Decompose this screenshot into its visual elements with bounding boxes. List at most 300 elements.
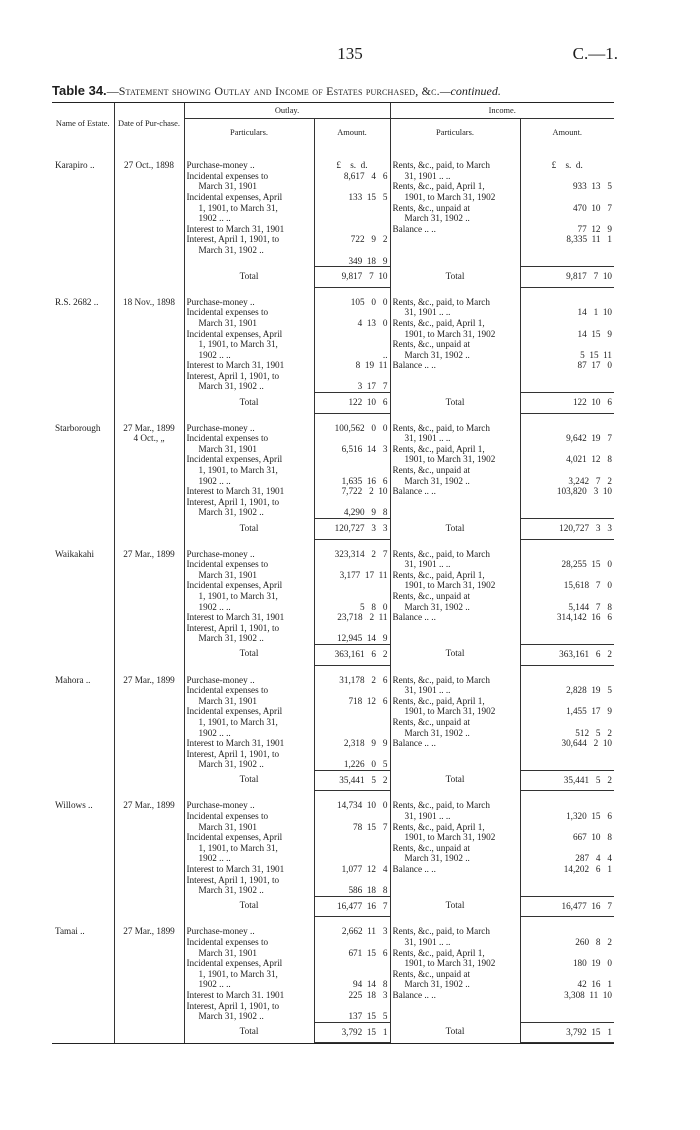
income-amount: 667 10 8 bbox=[572, 832, 612, 843]
outlay-particular-line: 1, 1901, to March 31, bbox=[198, 716, 278, 727]
income-particular-line: Balance .. .. bbox=[392, 864, 436, 875]
income-particular-line: Balance .. .. bbox=[392, 612, 436, 623]
outlay-amount bbox=[317, 685, 388, 696]
outlay-particular-line: Purchase-money .. bbox=[186, 800, 255, 811]
col-header-income: Income. bbox=[390, 103, 614, 118]
income-amount: 5 15 11 bbox=[580, 349, 612, 360]
outlay-total-label: Total bbox=[184, 519, 314, 540]
outlay-particulars bbox=[184, 157, 314, 266]
outlay-amount bbox=[317, 559, 388, 570]
outlay-particular-line: Purchase-money .. bbox=[186, 422, 255, 433]
purchase-date-line: 27 Mar., 1899 bbox=[123, 800, 175, 811]
outlay-amount: 323,314 2 7 bbox=[334, 548, 388, 559]
outlay-amount: 23,718 2 11 bbox=[337, 612, 388, 623]
income-amount: 87 17 0 bbox=[577, 360, 612, 371]
income-particulars bbox=[390, 797, 520, 896]
purchase-date bbox=[114, 672, 184, 771]
estate-name: Tamai .. bbox=[55, 926, 85, 937]
income-particular-line: 31, 1901 .. .. bbox=[404, 685, 451, 696]
outlay-total-amount: 122 10 6 bbox=[314, 393, 390, 414]
outlay-amount bbox=[317, 433, 388, 444]
outlay-amount bbox=[317, 853, 388, 864]
estate-row bbox=[52, 294, 614, 393]
outlay-amount: 137 15 5 bbox=[348, 1011, 388, 1022]
income-particular-line: March 31, 1902 .. bbox=[404, 349, 470, 360]
income-amount bbox=[523, 843, 613, 854]
outlay-amount: 1,226 0 5 bbox=[343, 759, 388, 770]
income-amounts bbox=[520, 672, 614, 771]
outlay-amount bbox=[317, 728, 388, 739]
income-amount: 30,644 2 10 bbox=[561, 738, 612, 749]
income-amount: 8,335 11 1 bbox=[566, 234, 612, 245]
outlay-particular-line: Incidental expenses to bbox=[186, 937, 269, 947]
income-particular-line: Rents, &c., paid, to March bbox=[392, 800, 490, 811]
outlay-particular-line: Purchase-money .. bbox=[186, 674, 255, 685]
income-total-label: Total bbox=[390, 644, 520, 665]
outlay-particular-line: 1902 .. .. bbox=[198, 601, 231, 612]
outlay-amount: 31,178 2 6 bbox=[339, 674, 388, 685]
income-amount: 103,820 3 10 bbox=[556, 486, 612, 497]
outlay-particular-line: March 31, 1901 bbox=[198, 695, 257, 706]
income-particular-line: Rents, &c., unpaid at bbox=[392, 842, 471, 853]
income-amount bbox=[523, 339, 613, 350]
income-amounts bbox=[520, 797, 614, 896]
income-amount bbox=[523, 423, 613, 434]
outlay-amount bbox=[317, 875, 388, 886]
outlay-amount: 2,318 9 9 bbox=[343, 738, 388, 749]
income-amount: 260 8 2 bbox=[575, 937, 612, 947]
outlay-particular-line: Purchase-money .. bbox=[186, 548, 255, 559]
title-word: Estates bbox=[326, 84, 363, 98]
outlay-amount: .. bbox=[382, 349, 388, 360]
outlay-amount: 7,722 2 10 bbox=[341, 486, 388, 497]
income-particulars bbox=[390, 420, 520, 519]
income-amount bbox=[523, 948, 613, 959]
purchase-date-line: 27 Oct., 1898 bbox=[123, 160, 174, 171]
outlay-amounts bbox=[314, 157, 390, 266]
outlay-amounts bbox=[314, 294, 390, 393]
income-particular-line: Rents, &c., paid, to March bbox=[392, 548, 490, 559]
purchase-date bbox=[114, 157, 184, 266]
income-amount bbox=[523, 675, 613, 686]
income-amount bbox=[523, 192, 613, 203]
outlay-particular-line: Interest to March 31, 1901 bbox=[186, 738, 285, 749]
outlay-particular-line: March 31, 1902 .. bbox=[198, 381, 264, 392]
estate-row bbox=[52, 157, 614, 266]
income-particular-line: 1901, to March 31, 1902 bbox=[404, 191, 496, 202]
outlay-amount bbox=[317, 224, 388, 235]
income-particular-line: Rents, &c., paid, to March bbox=[392, 422, 490, 433]
outlay-particular-line: Incidental expenses, April bbox=[186, 706, 283, 717]
estate-row bbox=[52, 546, 614, 645]
outlay-amount bbox=[317, 749, 388, 760]
income-particulars bbox=[390, 294, 520, 393]
income-particulars bbox=[390, 923, 520, 1022]
income-particular-line: Rents, &c., unpaid at bbox=[392, 465, 471, 476]
total-row bbox=[52, 644, 614, 665]
income-total-amount: 122 10 6 bbox=[520, 393, 614, 414]
income-amount: 5,144 7 8 bbox=[568, 601, 612, 612]
income-amounts bbox=[520, 294, 614, 393]
income-particular-line: 1901, to March 31, 1902 bbox=[404, 958, 496, 969]
col-header-outlay: Outlay. bbox=[184, 103, 390, 118]
estate-name: Willows .. bbox=[55, 800, 93, 811]
outlay-particular-line: Interest to March 31, 1901 bbox=[186, 486, 285, 497]
outlay-amount: 671 15 6 bbox=[348, 947, 388, 958]
total-row bbox=[52, 1022, 614, 1043]
outlay-amount: 1,077 12 4 bbox=[341, 864, 388, 875]
outlay-particular-line: March 31, 1901 bbox=[198, 947, 257, 958]
income-amount bbox=[523, 549, 613, 560]
outlay-amounts bbox=[314, 797, 390, 896]
title-word: Statement bbox=[118, 84, 169, 98]
purchase-date bbox=[114, 294, 184, 393]
income-particular-line: 1901, to March 31, 1902 bbox=[404, 580, 496, 591]
income-total-amount: 120,727 3 3 bbox=[520, 519, 614, 540]
outlay-amounts bbox=[314, 546, 390, 645]
statement-body bbox=[52, 145, 614, 1043]
income-amount bbox=[523, 297, 613, 308]
income-particular-line: Balance .. .. bbox=[392, 486, 436, 497]
page-number: 135 bbox=[337, 44, 363, 63]
outlay-particular-line: 1902 .. .. bbox=[198, 349, 231, 360]
income-amount: 14 1 10 bbox=[577, 307, 612, 318]
purchase-date-line: 27 Mar., 1899 bbox=[123, 926, 175, 937]
income-amounts bbox=[520, 420, 614, 519]
outlay-amount bbox=[317, 497, 388, 508]
title-dash: — bbox=[106, 84, 119, 98]
income-total-label: Total bbox=[390, 267, 520, 288]
income-particular-line: 31, 1901 .. .. bbox=[404, 937, 451, 947]
statement-table-wrapper bbox=[52, 102, 614, 1044]
income-amount: 512 5 2 bbox=[575, 727, 612, 738]
outlay-particular-line: Interest to March 31, 1901 bbox=[186, 612, 285, 623]
outlay-total-amount: 120,727 3 3 bbox=[314, 519, 390, 540]
outlay-amount: 722 9 2 bbox=[350, 234, 388, 245]
income-amount: 14 15 9 bbox=[577, 328, 612, 339]
income-particulars bbox=[390, 546, 520, 645]
income-particular-line: March 31, 1902 .. bbox=[404, 213, 470, 224]
estate-row bbox=[52, 797, 614, 896]
income-particular-line: Rents, &c., paid, to March bbox=[392, 674, 490, 685]
col-header-outlay-particulars: Particulars. bbox=[184, 118, 314, 145]
outlay-particular-line: March 31, 1902 .. bbox=[198, 244, 264, 255]
income-particular-line: Rents, &c., unpaid at bbox=[392, 968, 471, 979]
outlay-particular-line: 1902 .. .. bbox=[198, 727, 231, 738]
income-amount: 28,255 15 0 bbox=[561, 559, 612, 570]
outlay-total-label: Total bbox=[184, 267, 314, 288]
outlay-amount: 133 15 5 bbox=[348, 191, 388, 202]
outlay-particular-line: Interest, April 1, 1901, to bbox=[186, 496, 280, 507]
outlay-amount: 78 15 7 bbox=[353, 821, 388, 832]
outlay-particular-line: Interest, April 1, 1901, to bbox=[186, 622, 280, 633]
outlay-total-label: Total bbox=[184, 1022, 314, 1043]
income-total-amount: 9,817 7 10 bbox=[520, 267, 614, 288]
estate-row bbox=[52, 672, 614, 771]
outlay-particular-line: 1902 .. .. bbox=[198, 475, 231, 486]
income-amount bbox=[523, 717, 613, 728]
income-amount: 470 10 7 bbox=[572, 202, 612, 213]
outlay-particular-line: Purchase-money .. bbox=[186, 296, 255, 307]
outlay-particular-line: March 31, 1901 bbox=[198, 181, 257, 192]
outlay-amount bbox=[317, 181, 388, 192]
income-amounts bbox=[520, 546, 614, 645]
estate-name: Waikakahi bbox=[55, 548, 95, 559]
outlay-particular-line: 1, 1901, to March 31, bbox=[198, 842, 278, 853]
outlay-particular-line: Interest, April 1, 1901, to bbox=[186, 370, 280, 381]
outlay-amount: 586 18 8 bbox=[348, 885, 388, 896]
title-continued: —continued. bbox=[439, 84, 501, 98]
outlay-particular-line: Interest to March 31. 1901 bbox=[186, 989, 285, 1000]
income-particular-line: 1901, to March 31, 1902 bbox=[404, 706, 496, 717]
outlay-amount: 2,662 11 3 bbox=[341, 926, 388, 937]
income-total-label: Total bbox=[390, 519, 520, 540]
income-amount: 2,828 19 5 bbox=[566, 685, 612, 696]
income-total-amount: 16,477 16 7 bbox=[520, 896, 614, 917]
income-particular-line: Rents, &c., unpaid at bbox=[392, 590, 471, 601]
outlay-particular-line: Incidental expenses, April bbox=[186, 191, 283, 202]
outlay-particular-line: Interest, April 1, 1901, to bbox=[186, 234, 280, 245]
total-row bbox=[52, 896, 614, 917]
col-header-income-amount: Amount. bbox=[520, 118, 614, 145]
income-particular-line: Rents, &c., paid, April 1, bbox=[392, 317, 485, 328]
outlay-amount bbox=[317, 329, 388, 340]
outlay-particular-line: Interest to March 31, 1901 bbox=[186, 223, 285, 234]
outlay-particular-line: March 31, 1902 .. bbox=[198, 633, 264, 644]
title-word: Outlay bbox=[214, 84, 251, 98]
outlay-particular-line: Incidental expenses, April bbox=[186, 328, 283, 339]
income-particular-line: March 31, 1902 .. bbox=[404, 727, 470, 738]
outlay-particular-line: March 31, 1901 bbox=[198, 821, 257, 832]
outlay-amounts bbox=[314, 420, 390, 519]
outlay-particular-line: 1, 1901, to March 31, bbox=[198, 339, 278, 350]
outlay-particular-line: 1902 .. .. bbox=[198, 979, 231, 990]
income-particular-line: March 31, 1902 .. bbox=[404, 853, 470, 864]
estate-name: Karapiro .. bbox=[55, 160, 95, 171]
outlay-particular-line: Interest, April 1, 1901, to bbox=[186, 874, 280, 885]
income-amount: 3,242 7 2 bbox=[568, 475, 612, 486]
income-amounts bbox=[520, 923, 614, 1022]
outlay-amounts bbox=[314, 672, 390, 771]
purchase-date-line: 27 Mar., 1899 bbox=[123, 674, 175, 685]
currency-heading: £ s. d. bbox=[551, 160, 583, 171]
purchase-date-line: 27 Mar., 1899 bbox=[123, 422, 175, 433]
purchase-date-line: 4 Oct., „ bbox=[133, 433, 165, 444]
outlay-particular-line: Incidental expenses, April bbox=[186, 958, 283, 969]
income-amount bbox=[523, 444, 613, 455]
outlay-amount bbox=[317, 465, 388, 476]
outlay-total-amount: 363,161 6 2 bbox=[314, 644, 390, 665]
outlay-particular-line: Interest, April 1, 1901, to bbox=[186, 748, 280, 759]
income-total-amount: 35,441 5 2 bbox=[520, 770, 614, 791]
income-particular-line: March 31, 1902 .. bbox=[404, 979, 470, 990]
statement-table bbox=[52, 103, 614, 1043]
outlay-amount: 4 13 0 bbox=[357, 317, 388, 328]
outlay-amount bbox=[317, 706, 388, 717]
outlay-amount: 4,290 9 8 bbox=[343, 507, 388, 518]
outlay-amount bbox=[317, 245, 388, 256]
income-amount bbox=[523, 465, 613, 476]
outlay-amount: 100,562 0 0 bbox=[334, 422, 388, 433]
col-header-outlay-amount: Amount. bbox=[314, 118, 390, 145]
income-amount bbox=[523, 591, 613, 602]
outlay-particular-line: Interest to March 31, 1901 bbox=[186, 864, 285, 875]
income-amount bbox=[523, 926, 613, 937]
outlay-particular-line: 1902 .. .. bbox=[198, 853, 231, 864]
purchase-date bbox=[114, 923, 184, 1022]
total-row bbox=[52, 770, 614, 791]
income-total-label: Total bbox=[390, 770, 520, 791]
outlay-amount bbox=[317, 958, 388, 969]
outlay-total-label: Total bbox=[184, 896, 314, 917]
outlay-amount: 225 18 3 bbox=[348, 989, 388, 1000]
outlay-particular-line: Interest to March 31, 1901 bbox=[186, 360, 285, 371]
outlay-amount: 8 19 11 bbox=[355, 360, 388, 371]
income-particular-line: Balance .. .. bbox=[392, 989, 436, 1000]
income-particular-line: Rents, &c., unpaid at bbox=[392, 339, 471, 350]
title-word: of bbox=[312, 84, 323, 98]
purchase-date bbox=[114, 797, 184, 896]
income-particulars bbox=[390, 672, 520, 771]
income-particular-line: Rents, &c., unpaid at bbox=[392, 716, 471, 727]
total-row bbox=[52, 393, 614, 414]
outlay-amount: 94 14 8 bbox=[353, 979, 388, 990]
income-amount: 42 16 1 bbox=[577, 979, 612, 990]
outlay-total-label: Total bbox=[184, 393, 314, 414]
outlay-total-label: Total bbox=[184, 770, 314, 791]
outlay-total-amount: 3,792 15 1 bbox=[314, 1022, 390, 1043]
income-amount: 1,455 17 9 bbox=[566, 706, 612, 717]
outlay-amount: 6,516 14 3 bbox=[341, 443, 388, 454]
currency-heading: £ s. d. bbox=[336, 160, 368, 171]
outlay-amount bbox=[317, 203, 388, 214]
outlay-particulars bbox=[184, 294, 314, 393]
total-row bbox=[52, 519, 614, 540]
income-total-label: Total bbox=[390, 393, 520, 414]
income-amount: 287 4 4 bbox=[575, 853, 612, 864]
outlay-particulars bbox=[184, 546, 314, 645]
income-amount bbox=[523, 318, 613, 329]
income-particular-line: Rents, &c., paid, to March bbox=[392, 160, 490, 171]
outlay-amount: 5 8 0 bbox=[359, 601, 388, 612]
income-particular-line: Rents, &c., paid, April 1, bbox=[392, 181, 485, 192]
income-particular-line: Rents, &c., paid, April 1, bbox=[392, 821, 485, 832]
outlay-particular-line: March 31, 1901 bbox=[198, 443, 257, 454]
outlay-amount bbox=[317, 580, 388, 591]
income-particular-line: Rents, &c., unpaid at bbox=[392, 202, 471, 213]
outlay-amount bbox=[317, 339, 388, 350]
purchase-date bbox=[114, 546, 184, 645]
outlay-particular-line: 1, 1901, to March 31, bbox=[198, 202, 278, 213]
purchase-date-line: 18 Nov., 1898 bbox=[123, 296, 175, 307]
income-amounts bbox=[520, 157, 614, 266]
outlay-amount: 3 17 7 bbox=[357, 381, 388, 392]
outlay-total-amount: 35,441 5 2 bbox=[314, 770, 390, 791]
income-amount bbox=[523, 570, 613, 581]
income-amount bbox=[523, 969, 613, 980]
col-header-name: Name of Estate. bbox=[55, 119, 110, 129]
income-amount: 15,618 7 0 bbox=[563, 580, 612, 591]
outlay-amount: 349 18 9 bbox=[348, 255, 388, 266]
income-particular-line: Rents, &c., paid, to March bbox=[392, 926, 490, 937]
outlay-particular-line: Purchase-money .. bbox=[186, 160, 255, 171]
income-amount: 77 12 9 bbox=[577, 223, 612, 234]
outlay-amount: 1,635 16 6 bbox=[341, 475, 388, 486]
income-total-amount: 3,792 15 1 bbox=[520, 1022, 614, 1043]
estate-row bbox=[52, 923, 614, 1022]
income-particular-line: Balance .. .. bbox=[392, 738, 436, 749]
outlay-amount: 3,177 17 11 bbox=[339, 569, 388, 580]
outlay-amount bbox=[317, 937, 388, 948]
income-particular-line: Rents, &c., paid, April 1, bbox=[392, 569, 485, 580]
title-word: and bbox=[253, 84, 272, 98]
table-title bbox=[52, 83, 501, 99]
outlay-amount bbox=[317, 843, 388, 854]
income-amount bbox=[523, 800, 613, 811]
income-particular-line: Rents, &c., paid, April 1, bbox=[392, 695, 485, 706]
outlay-particular-line: March 31, 1902 .. bbox=[198, 759, 264, 770]
income-particular-line: Rents, &c., paid, April 1, bbox=[392, 443, 485, 454]
income-particular-line: March 31, 1902 .. bbox=[404, 601, 470, 612]
estate-row bbox=[52, 420, 614, 519]
income-particular-line: 31, 1901 .. .. bbox=[404, 307, 451, 318]
outlay-particular-line: Interest, April 1, 1901, to bbox=[186, 1000, 280, 1011]
income-particular-line: 1901, to March 31, 1902 bbox=[404, 328, 496, 339]
income-amount: 14,202 6 1 bbox=[563, 864, 612, 875]
income-particular-line: 31, 1901 .. .. bbox=[404, 433, 451, 444]
income-amount bbox=[523, 213, 613, 224]
outlay-particular-line: March 31, 1902 .. bbox=[198, 885, 264, 896]
title-word: showing bbox=[171, 84, 212, 98]
outlay-particular-line: Incidental expenses to bbox=[186, 307, 269, 318]
col-header-income-particulars: Particulars. bbox=[390, 118, 520, 145]
table-bottom-rule bbox=[52, 1043, 614, 1044]
income-total-label: Total bbox=[390, 896, 520, 917]
outlay-amount bbox=[317, 1001, 388, 1012]
outlay-particular-line: March 31, 1901 bbox=[198, 317, 257, 328]
outlay-particular-line: Incidental expenses, April bbox=[186, 832, 283, 843]
outlay-particular-line: Incidental expenses to bbox=[186, 170, 269, 181]
outlay-amount bbox=[317, 623, 388, 634]
outlay-amount: 14,734 10 0 bbox=[336, 800, 388, 811]
income-amount: 314,142 16 6 bbox=[556, 612, 612, 623]
outlay-particular-line: March 31, 1901 bbox=[198, 569, 257, 580]
outlay-particular-line: Incidental expenses, April bbox=[186, 454, 283, 465]
outlay-amount bbox=[317, 591, 388, 602]
outlay-particular-line: 1902 .. .. bbox=[198, 213, 231, 224]
outlay-amounts bbox=[314, 923, 390, 1022]
income-particular-line: 31, 1901 .. .. bbox=[404, 811, 451, 822]
income-amount bbox=[523, 822, 613, 833]
purchase-date bbox=[114, 420, 184, 519]
income-particular-line: 31, 1901 .. .. bbox=[404, 170, 451, 181]
income-particular-line: March 31, 1902 .. bbox=[404, 475, 470, 486]
income-amount: 3,308 11 10 bbox=[564, 989, 612, 1000]
outlay-particulars bbox=[184, 420, 314, 519]
title-word: purchased, bbox=[365, 84, 419, 98]
outlay-amount bbox=[317, 307, 388, 318]
outlay-particular-line: Incidental expenses to bbox=[186, 811, 269, 822]
outlay-amount bbox=[317, 213, 388, 224]
income-particular-line: 1901, to March 31, 1902 bbox=[404, 832, 496, 843]
document-reference: C.—1. bbox=[572, 44, 618, 63]
income-total-label: Total bbox=[390, 1022, 520, 1043]
income-particular-line: Balance .. .. bbox=[392, 360, 436, 371]
title-word: &c. bbox=[421, 84, 440, 98]
page-header bbox=[0, 44, 700, 66]
purchase-date-line: 27 Mar., 1899 bbox=[123, 548, 175, 559]
estate-name: R.S. 2682 .. bbox=[55, 296, 99, 307]
